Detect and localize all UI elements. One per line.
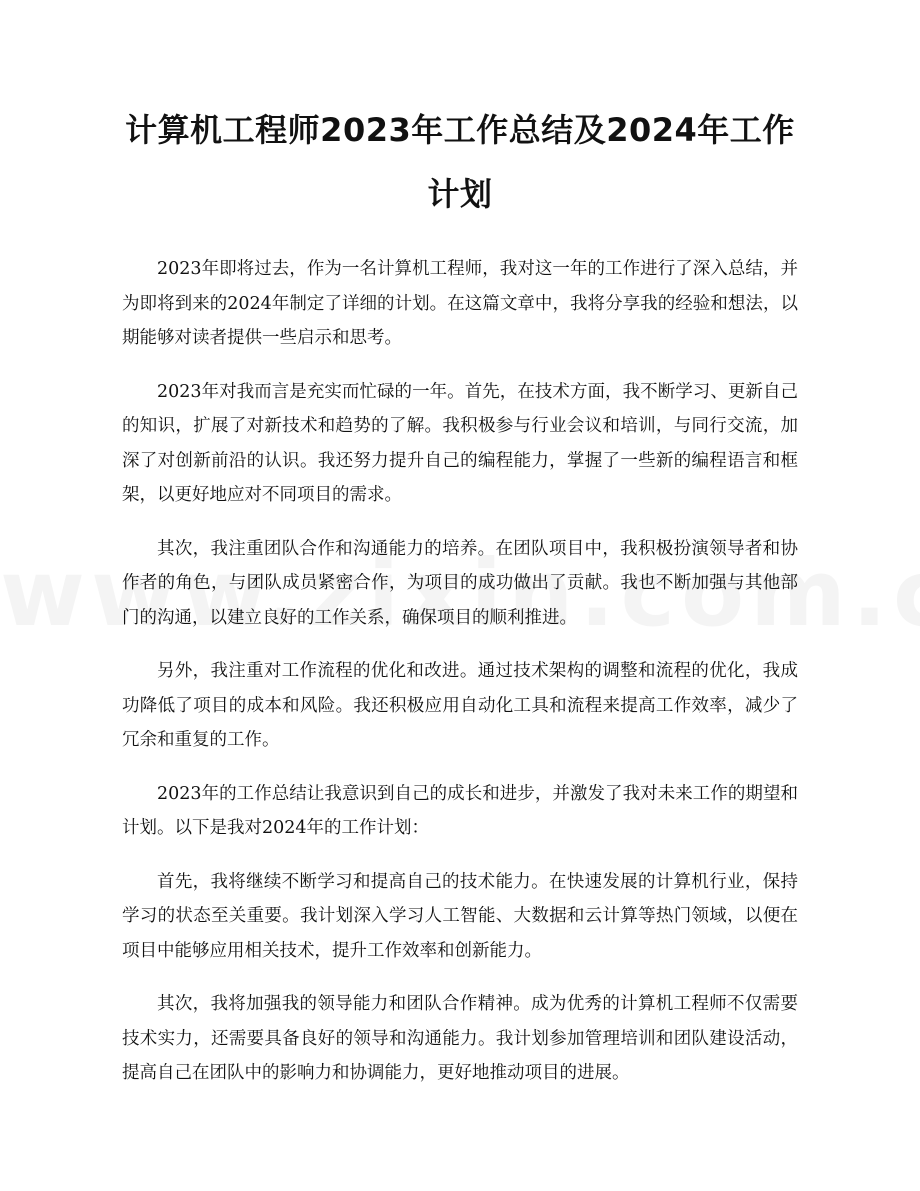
document-title: 计算机工程师2023年工作总结及2024年工作计划: [125, 111, 795, 213]
paragraph-4: 另外，我注重对工作流程的优化和改进。通过技术架构的调整和流程的优化，我成功降低了项目的成本和风险。我还积极应用自动化工具和流程来提高工作效率，减少了冗余和重复的工作。: [122, 661, 798, 750]
paragraph-1: 2023年即将过去，作为一名计算机工程师，我对这一年的工作进行了深入总结，并为即将到来的2024年制定了详细的计划。在这篇文章中，我将分享我的经验和想法，以期能够对读者提供一些启示和思考。: [122, 259, 798, 348]
paragraph-5: 2023年的工作总结让我意识到自己的成长和进步，并激发了我对未来工作的期望和计划。以下是我对2024年的工作计划：: [122, 783, 798, 838]
paragraph-2: 2023年对我而言是充实而忙碌的一年。首先，在技术方面，我不断学习、更新自己的知识，扩展了对新技术和趋势的了解。我积极参与行业会议和培训，与同行交流，加深了对创新前沿的认识。我还努力提升自己的编程能力，掌握了一些新的编程语言和框架，以更好地应对不同项目的需求。: [122, 381, 798, 505]
paragraph-3: 其次，我注重团队合作和沟通能力的培养。在团队项目中，我积极扮演领导者和协作者的角色，与团队成员紧密合作，为项目的成功做出了贡献。我也不断加强与其他部门的沟通，以建立良好的工作关系，确保项目的顺利推进。: [122, 538, 798, 628]
paragraph-7: 其次，我将加强我的领导能力和团队合作精神。成为优秀的计算机工程师不仅需要技术实力，还需要具备良好的领导和沟通能力。我计划参加管理培训和团队建设活动，提高自己在团队中的影响力和协调能力，更好地推动项目的进展。: [122, 994, 798, 1083]
paragraph-6: 首先，我将继续不断学习和提高自己的技术能力。在快速发展的计算机行业，保持学习的状态至关重要。我计划深入学习人工智能、大数据和云计算等热门领域，以便在项目中能够应用相关技术，提升工作效率和创新能力。: [122, 871, 798, 961]
